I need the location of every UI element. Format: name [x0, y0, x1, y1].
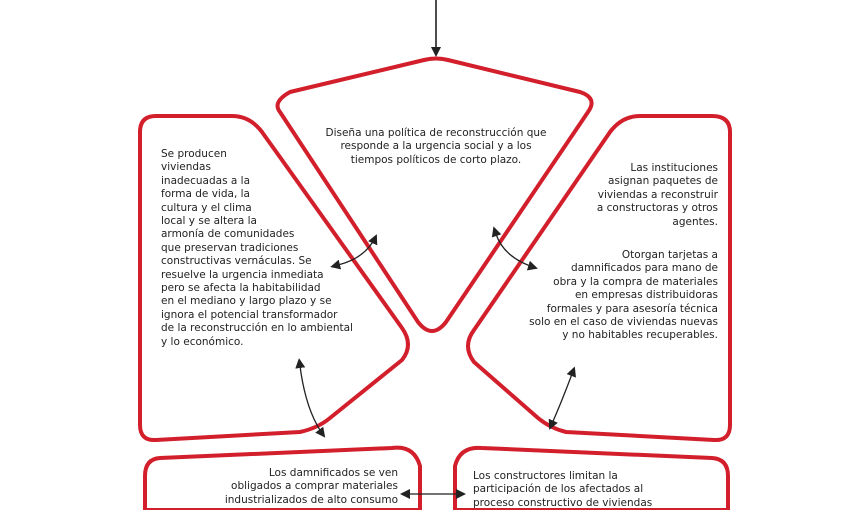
- text-line: asignan paquetes de: [608, 175, 718, 188]
- text-line: responde a la urgencia social y a los: [340, 140, 532, 153]
- text-line: a constructoras y otros: [596, 202, 718, 215]
- text-line: armonía de comunidades: [161, 228, 295, 241]
- text-line: viviendas: [161, 161, 211, 174]
- text-line: industrializados de alto consumo: [224, 493, 398, 506]
- text-line: formales y para asesoría técnica: [546, 302, 718, 315]
- right-panel-text-2: [470, 249, 718, 343]
- text-line: de la reconstrucción en lo ambiental: [161, 322, 353, 335]
- text-line: pero se afecta la habitabilidad: [161, 282, 321, 295]
- text-line: Diseña una política de reconstrucción que: [325, 127, 547, 139]
- text-line: local y se altera la: [161, 215, 257, 228]
- text-line: obra y la compra de materiales: [553, 275, 718, 288]
- arrow-right-bottom: [550, 374, 572, 428]
- text-line: viviendas a reconstruir: [597, 188, 718, 201]
- text-line: constructivas vernáculas. Se: [161, 255, 312, 268]
- text-line: cultura y el clima: [161, 201, 252, 214]
- text-line: Las instituciones: [630, 162, 718, 174]
- text-line: agentes.: [672, 215, 718, 228]
- text-line: Los damnificados se ven: [268, 467, 398, 479]
- text-line: forma de vida, la: [161, 188, 250, 201]
- right-panel-text-1: [470, 162, 718, 229]
- text-line: resuelve la urgencia inmediata: [161, 268, 324, 281]
- text-line: proceso constructivo de viviendas: [473, 496, 653, 509]
- text-line: Se producen: [161, 148, 227, 160]
- text-line: Otorgan tarjetas a: [621, 249, 718, 261]
- text-line: en el mediano y largo plazo y se: [161, 295, 332, 308]
- text-line: damnificados para mano de: [570, 262, 718, 275]
- left-panel-text: [161, 148, 397, 349]
- text-line: y no habitables recuperables.: [562, 329, 718, 342]
- text-line: participación de los afectados al: [473, 483, 644, 496]
- text-line: en empresas distribuidoras: [574, 289, 718, 302]
- text-line: tiempos políticos de corto plazo.: [350, 153, 522, 166]
- bottom-left-panel-text: [170, 467, 398, 507]
- text-line: solo en el caso de viviendas nuevas: [529, 316, 718, 329]
- text-line: Los constructores limitan la: [473, 470, 618, 482]
- text-line: inadecuadas a la: [161, 174, 251, 187]
- bottom-right-panel-text: [473, 470, 713, 510]
- text-line: y lo económico.: [161, 335, 244, 348]
- text-line: ignora el potencial transformador: [161, 308, 338, 321]
- text-line: obligados a comprar materiales: [231, 480, 398, 493]
- text-line: que preservan tradiciones: [161, 241, 299, 254]
